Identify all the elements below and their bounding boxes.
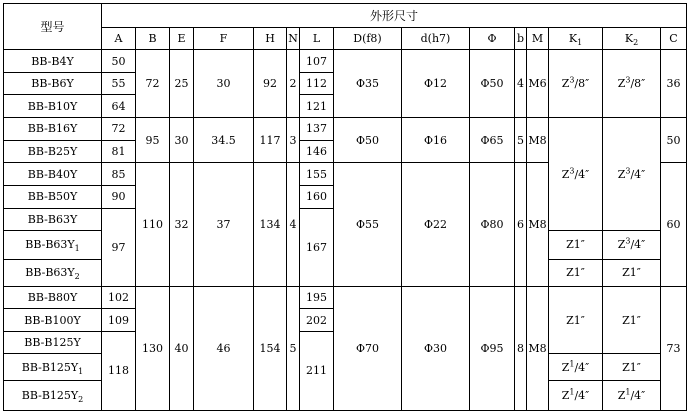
d-f8-cell: Φ35 — [334, 50, 402, 118]
d-f8-cell: Φ70 — [334, 286, 402, 410]
model-cell: BB-B16Y — [4, 118, 102, 141]
l-cell: 146 — [300, 140, 334, 163]
k2-cell: $Z^3/4''$ — [603, 231, 661, 260]
col-header-d-f8: D(f8) — [334, 27, 402, 50]
model-cell: BB-B125Y — [4, 331, 102, 354]
d-h7-cell: Φ16 — [402, 118, 470, 163]
d-h7-cell: Φ22 — [402, 163, 470, 286]
c-cell: 50 — [661, 118, 687, 163]
h-cell: 154 — [254, 286, 287, 410]
d-f8-cell: Φ50 — [334, 118, 402, 163]
k1-cell: $Z^3/4''$ — [549, 118, 603, 231]
m-cell: M8 — [527, 118, 549, 163]
col-header-phi: Φ — [470, 27, 515, 50]
phi-cell: Φ80 — [470, 163, 515, 286]
k1-cell: Z1″ — [549, 259, 603, 286]
a-cell: 55 — [102, 72, 136, 95]
phi-cell: Φ50 — [470, 50, 515, 118]
model-cell: $BB-B63Y_1$ — [4, 231, 102, 260]
e-cell: 40 — [170, 286, 194, 410]
l-cell: 112 — [300, 72, 334, 95]
l-cell: 195 — [300, 286, 334, 309]
col-header-a: A — [102, 27, 136, 50]
d-h7-cell: Φ30 — [402, 286, 470, 410]
h-cell: 134 — [254, 163, 287, 286]
n-cell: 5 — [287, 286, 300, 410]
col-header-d-h7: d(h7) — [402, 27, 470, 50]
m-cell: M8 — [527, 163, 549, 286]
m-cell: M6 — [527, 50, 549, 118]
model-cell: BB-B40Y — [4, 163, 102, 186]
f-cell: 34.5 — [194, 118, 254, 163]
a-cell: 72 — [102, 118, 136, 141]
col-header-h: H — [254, 27, 287, 50]
n-cell: 4 — [287, 163, 300, 286]
b-small-cell: 5 — [515, 118, 527, 163]
a-cell: 64 — [102, 95, 136, 118]
col-header-k2: $K_2$ — [603, 27, 661, 50]
b-cell: 95 — [136, 118, 170, 163]
c-cell: 73 — [661, 286, 687, 410]
model-cell: BB-B80Y — [4, 286, 102, 309]
a-cell: 102 — [102, 286, 136, 309]
b-small-cell: 4 — [515, 50, 527, 118]
l-cell: 107 — [300, 50, 334, 73]
dimensions-header: 外形尺寸 — [102, 4, 687, 28]
a-cell: 118 — [102, 331, 136, 410]
spec-table — [3, 3, 687, 411]
model-cell: BB-B4Y — [4, 50, 102, 73]
c-cell: 60 — [661, 163, 687, 286]
a-cell: 97 — [102, 208, 136, 286]
d-f8-cell: Φ55 — [334, 163, 402, 286]
n-cell: 3 — [287, 118, 300, 163]
b-cell: 72 — [136, 50, 170, 118]
col-header-b-small: b — [515, 27, 527, 50]
k1-cell: $Z^1/4''$ — [549, 381, 603, 411]
l-cell: 155 — [300, 163, 334, 186]
b-cell: 110 — [136, 163, 170, 286]
model-cell: $BB-B125Y_2$ — [4, 381, 102, 411]
model-cell: BB-B10Y — [4, 95, 102, 118]
c-cell: 36 — [661, 50, 687, 118]
model-cell: BB-B6Y — [4, 72, 102, 95]
k1-cell: $Z^1/4''$ — [549, 354, 603, 381]
f-cell: 30 — [194, 50, 254, 118]
k2-cell: Z1″ — [603, 286, 661, 354]
k2-cell: $Z^1/4''$ — [603, 381, 661, 411]
col-header-n: N — [287, 27, 300, 50]
f-cell: 37 — [194, 163, 254, 286]
k2-cell: $Z^3/4''$ — [603, 118, 661, 231]
k1-cell: Z1″ — [549, 286, 603, 354]
h-cell: 92 — [254, 50, 287, 118]
a-cell: 50 — [102, 50, 136, 73]
e-cell: 32 — [170, 163, 194, 286]
l-cell: 211 — [300, 331, 334, 410]
phi-cell: Φ65 — [470, 118, 515, 163]
l-cell: 121 — [300, 95, 334, 118]
col-header-b: B — [136, 27, 170, 50]
model-header: 型号 — [4, 4, 102, 50]
column-header-row — [4, 27, 687, 50]
phi-cell: Φ95 — [470, 286, 515, 410]
col-header-m: M — [527, 27, 549, 50]
e-cell: 25 — [170, 50, 194, 118]
k1-cell: $Z^3/8''$ — [549, 50, 603, 118]
n-cell: 2 — [287, 50, 300, 118]
k2-cell: $Z^3/8''$ — [603, 50, 661, 118]
a-cell: 81 — [102, 140, 136, 163]
l-cell: 167 — [300, 208, 334, 286]
a-cell: 109 — [102, 309, 136, 332]
k2-cell: Z1″ — [603, 259, 661, 286]
model-cell: BB-B25Y — [4, 140, 102, 163]
model-cell: $BB-B125Y_1$ — [4, 354, 102, 381]
col-header-f: F — [194, 27, 254, 50]
table-row — [4, 50, 687, 73]
table-row — [4, 286, 687, 309]
l-cell: 160 — [300, 185, 334, 208]
a-cell: 90 — [102, 185, 136, 208]
model-cell: BB-B50Y — [4, 185, 102, 208]
b-small-cell: 6 — [515, 163, 527, 286]
l-cell: 202 — [300, 309, 334, 332]
f-cell: 46 — [194, 286, 254, 410]
a-cell: 85 — [102, 163, 136, 186]
col-header-c: C — [661, 27, 687, 50]
k1-cell: Z1″ — [549, 231, 603, 260]
h-cell: 117 — [254, 118, 287, 163]
d-h7-cell: Φ12 — [402, 50, 470, 118]
model-cell: BB-B63Y — [4, 208, 102, 231]
e-cell: 30 — [170, 118, 194, 163]
l-cell: 137 — [300, 118, 334, 141]
model-cell: BB-B100Y — [4, 309, 102, 332]
table-row — [4, 118, 687, 141]
m-cell: M8 — [527, 286, 549, 410]
k2-cell: Z1″ — [603, 354, 661, 381]
col-header-k1: $K_1$ — [549, 27, 603, 50]
b-small-cell: 8 — [515, 286, 527, 410]
b-cell: 130 — [136, 286, 170, 410]
model-cell: $BB-B63Y_2$ — [4, 259, 102, 286]
col-header-l: L — [300, 27, 334, 50]
col-header-e: E — [170, 27, 194, 50]
